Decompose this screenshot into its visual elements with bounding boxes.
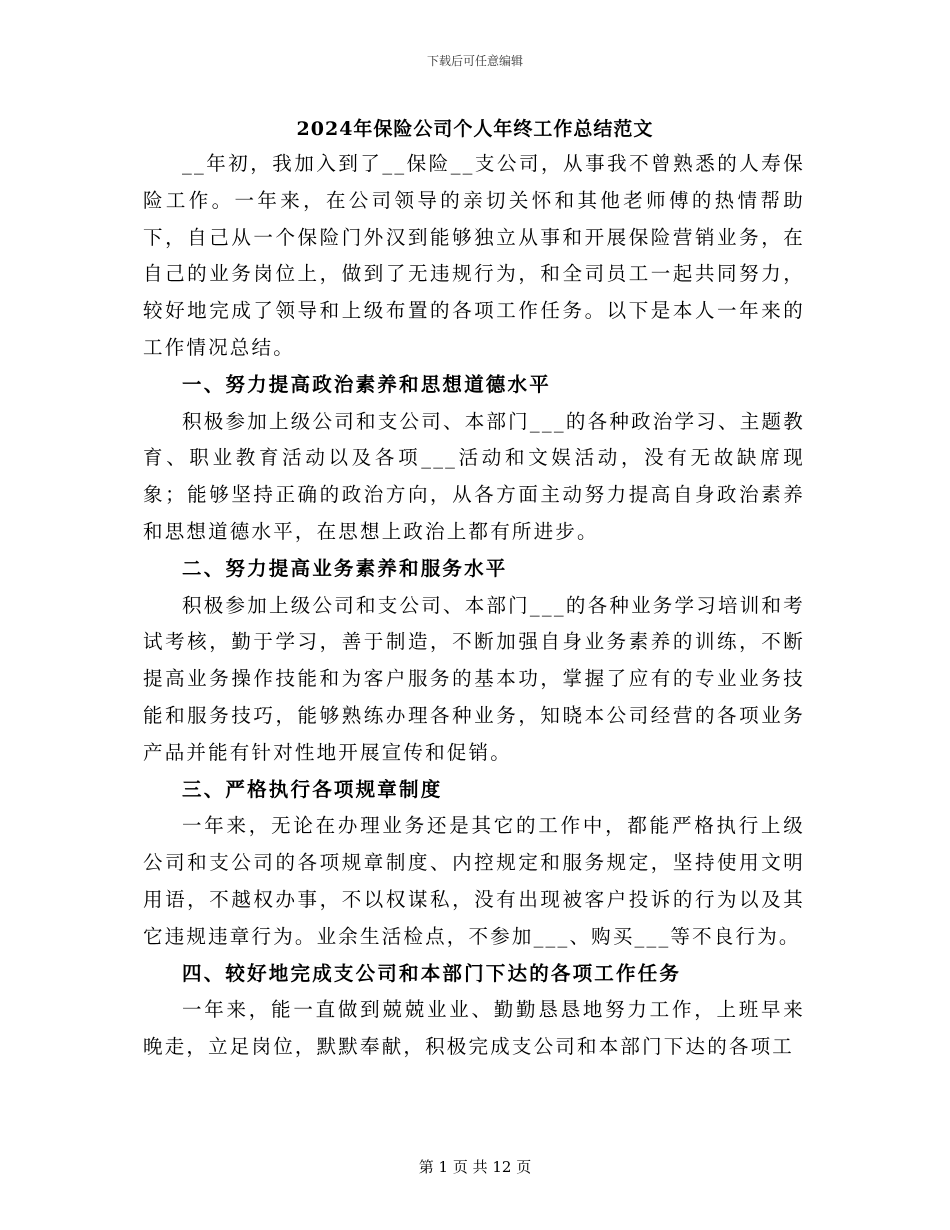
document-body <box>143 146 805 1066</box>
intro-paragraph: __年初，我加入到了__保险__支公司，从事我不曾熟悉的人寿保险工作。一年来，在公司领导的亲切关怀和其他老师傅的热情帮助下，自己从一个保险门外汉到能够独立从事和开展保险营销业务，在自己的业务岗位上，做到了无违规行为，和全司员工一起共同努力，较好地完成了领导和上级布置的各项工作任务。以下是本人一年来的工作情况总结。 <box>143 152 805 359</box>
page-number: 第 1 页 共 12 页 <box>418 1158 532 1176</box>
header-note: 下载后可任意编辑 <box>426 54 523 68</box>
section-heading-2: 二、努力提高业务素养和服务水平 <box>182 556 508 580</box>
section-body-4: 一年来，能一直做到兢兢业业、勤勤恳恳地努力工作，上班早来晚走，立足岗位，默默奉献，积极完成支公司和本部门下达的各项工 <box>143 998 805 1059</box>
section-body-1: 积极参加上级公司和支公司、本部门___的各种政治学习、主题教育、职业教育活动以及各项___活动和文娱活动，没有无故缺席现象；能够坚持正确的政治方向，从各方面主动努力提高自身政治素养和思想道德水平，在思想上政治上都有所进步。 <box>143 409 805 543</box>
section-body-2: 积极参加上级公司和支公司、本部门___的各种业务学习培训和考试考核，勤于学习，善于制造，不断加强自身业务素养的训练，不断提高业务操作技能和为客户服务的基本功，掌握了应有的专业业务技能和服务技巧，能够熟练办理各种业务，知晓本公司经营的各项业务产品并能有针对性地开展宣传和促销。 <box>143 593 805 764</box>
section-heading-1: 一、努力提高政治素养和思想道德水平 <box>182 372 551 396</box>
document-title: 2024年保险公司个人年终工作总结范文 <box>296 118 654 140</box>
section-heading-3: 三、严格执行各项规章制度 <box>182 777 443 801</box>
section-heading-4: 四、较好地完成支公司和本部门下达的各项工作任务 <box>182 961 682 985</box>
section-body-3: 一年来，无论在办理业务还是其它的工作中，都能严格执行上级公司和支公司的各项规章制度、内控规定和服务规定，坚持使用文明用语，不越权办事，不以权谋私，没有出现被客户投诉的行为以及其它违规违章行为。业余生活检点，不参加___、购买___等不良行为。 <box>143 814 805 948</box>
